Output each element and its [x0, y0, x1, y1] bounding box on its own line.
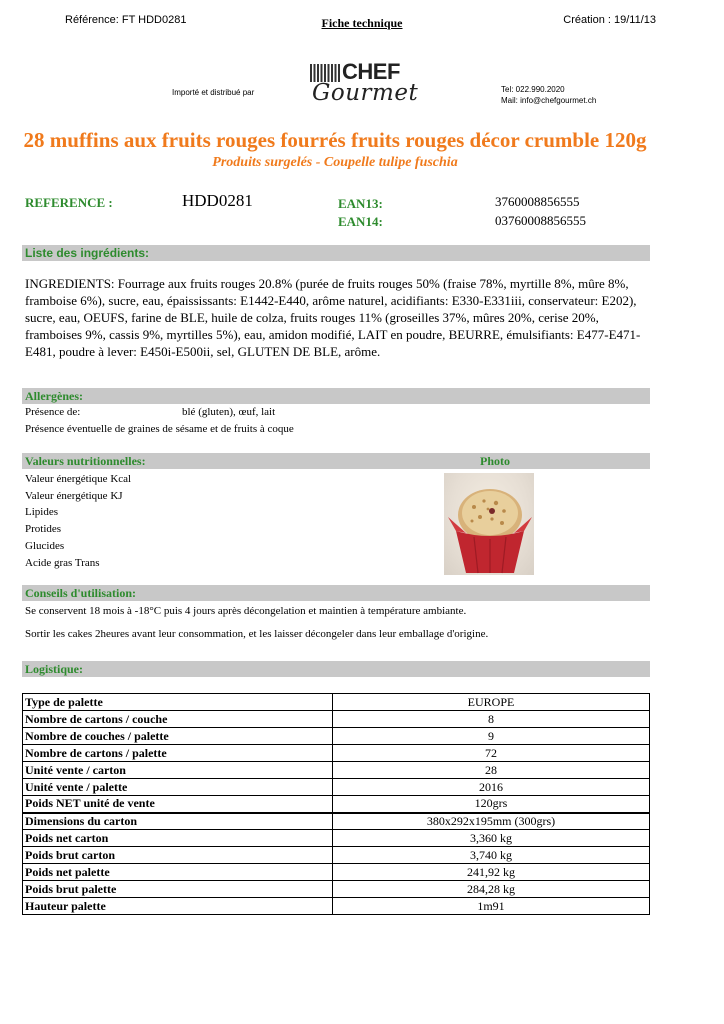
logistics-label: Nombre de couches / palette — [23, 728, 333, 745]
section-advice-label: Conseils d'utilisation: — [25, 586, 137, 600]
logistics-value: EUROPE — [333, 694, 650, 711]
table-row — [23, 830, 650, 847]
table-row — [23, 847, 650, 864]
logistics-label: Nombre de cartons / palette — [23, 745, 333, 762]
logistics-value: 380x292x195mm (300grs) — [333, 813, 650, 830]
logistics-value: 120grs — [333, 796, 650, 813]
allergen-presence-label: Présence de: — [25, 406, 81, 418]
nutrition-item: Acide gras Trans — [25, 557, 100, 569]
logistics-label: Unité vente / palette — [23, 779, 333, 796]
muffin-photo-icon — [444, 473, 534, 575]
logistics-value: 1m91 — [333, 898, 650, 915]
logistics-label: Poids brut carton — [23, 847, 333, 864]
allergen-presence-value: blé (gluten), œuf, lait — [182, 406, 276, 418]
logistics-value: 9 — [333, 728, 650, 745]
document-title: Fiche technique — [321, 16, 403, 30]
section-ingredients-label: Liste des ingrédients: — [25, 246, 150, 260]
logistics-table — [22, 693, 650, 915]
section-advice — [22, 585, 650, 601]
product-subtitle: Produits surgelés - Coupelle tulipe fuschia — [212, 155, 458, 170]
section-nutrition-label: Valeurs nutritionnelles: — [25, 454, 146, 468]
section-photo-label: Photo — [480, 454, 510, 468]
section-ingredients — [22, 245, 650, 261]
table-row — [23, 796, 650, 813]
ingredients-text: INGREDIENTS: Fourrage aux fruits rouges 20.8% (purée de fruits rouges 50% (fraise 78%, myrtille 8%, mûre 8%, framboise 6%), sucre, eau, épaississants: E1442-E440, arôme naturel, acidifiants: E330-E331iii, conservateur: E202), sucre, eau, OEUFS, farine de BLE, huile de colza, fruits rouges 11% (groseilles 37%, mûres 20%, cerise 20%, framboises 9%, cassis 9%, myrtilles 5%), eau, amidon modifié, LAIT en poudre, BEURRE, émulsifiants: E477-E471-E481, poudre à lever: E450i-E500ii, sel, GLUTEN DE BLE, arôme. — [25, 276, 641, 359]
section-logistics-label: Logistique: — [25, 662, 84, 676]
logistics-value: 72 — [333, 745, 650, 762]
logistics-label: Type de palette — [23, 694, 333, 711]
reference-label: REFERENCE : — [25, 195, 113, 210]
table-row — [23, 694, 650, 711]
creation-date: Création : 19/11/13 — [563, 14, 656, 26]
contact-tel: Tel: 022.990.2020 — [501, 85, 565, 94]
ean13-label: EAN13: — [338, 196, 383, 211]
section-nutrition — [22, 453, 650, 469]
logistics-label: Unité vente / carton — [23, 762, 333, 779]
reference-value: HDD0281 — [182, 191, 253, 210]
section-allergens-label: Allergènes: — [25, 389, 83, 403]
nutrition-item: Valeur énergétique Kcal — [25, 473, 132, 485]
table-row — [23, 881, 650, 898]
logistics-label: Nombre de cartons / couche — [23, 711, 333, 728]
chef-gourmet-logo — [310, 59, 419, 112]
ean13-value: 3760008856555 — [495, 194, 580, 209]
logistics-value: 28 — [333, 762, 650, 779]
document-reference: Référence: FT HDD0281 — [65, 14, 187, 26]
table-row — [23, 728, 650, 745]
logistics-label: Poids brut palette — [23, 881, 333, 898]
logistics-value: 2016 — [333, 779, 650, 796]
table-row — [23, 711, 650, 728]
section-logistics — [22, 661, 650, 677]
ean14-label: EAN14: — [338, 214, 383, 229]
table-row — [23, 779, 650, 796]
logistics-value: 8 — [333, 711, 650, 728]
advice-line: Sortir les cakes 2heures avant leur consommation, et les laisser décongeler dans leur emballage d'origine. — [25, 628, 489, 640]
logistics-label: Hauteur palette — [23, 898, 333, 915]
logo-text-gourmet: Gourmet — [312, 80, 419, 106]
nutrition-item: Valeur énergétique KJ — [25, 490, 123, 502]
table-row — [23, 864, 650, 881]
nutrition-item: Lipides — [25, 506, 58, 518]
table-row — [23, 898, 650, 915]
nutrition-item: Protides — [25, 523, 62, 535]
logistics-label: Poids net palette — [23, 864, 333, 881]
table-row — [23, 813, 650, 830]
advice-line: Se conservent 18 mois à -18°C puis 4 jours après décongelation et maintien à température ambiante. — [25, 605, 467, 617]
nutrition-item: Glucides — [25, 540, 65, 552]
allergen-possible: Présence éventuelle de graines de sésame et de fruits à coque — [25, 423, 294, 435]
importer-note: Importé et distribué par — [172, 88, 255, 97]
logistics-label: Poids net carton — [23, 830, 333, 847]
logo-text-chef: CHEF — [342, 59, 400, 84]
section-allergens — [22, 388, 650, 404]
logistics-value: 3,740 kg — [333, 847, 650, 864]
product-title: 28 muffins aux fruits rouges fourrés fruits rouges décor crumble 120g — [23, 128, 647, 152]
logistics-value: 241,92 kg — [333, 864, 650, 881]
table-row — [23, 762, 650, 779]
logistics-value: 284,28 kg — [333, 881, 650, 898]
contact-mail: Mail: info@chefgourmet.ch — [501, 96, 597, 105]
ean14-value: 03760008856555 — [495, 213, 586, 228]
logistics-label: Dimensions du carton — [23, 813, 333, 830]
product-photo — [444, 473, 534, 575]
table-row — [23, 745, 650, 762]
logistics-value: 3,360 kg — [333, 830, 650, 847]
logistics-label: Poids NET unité de vente — [23, 796, 333, 813]
contact-info — [501, 84, 596, 106]
